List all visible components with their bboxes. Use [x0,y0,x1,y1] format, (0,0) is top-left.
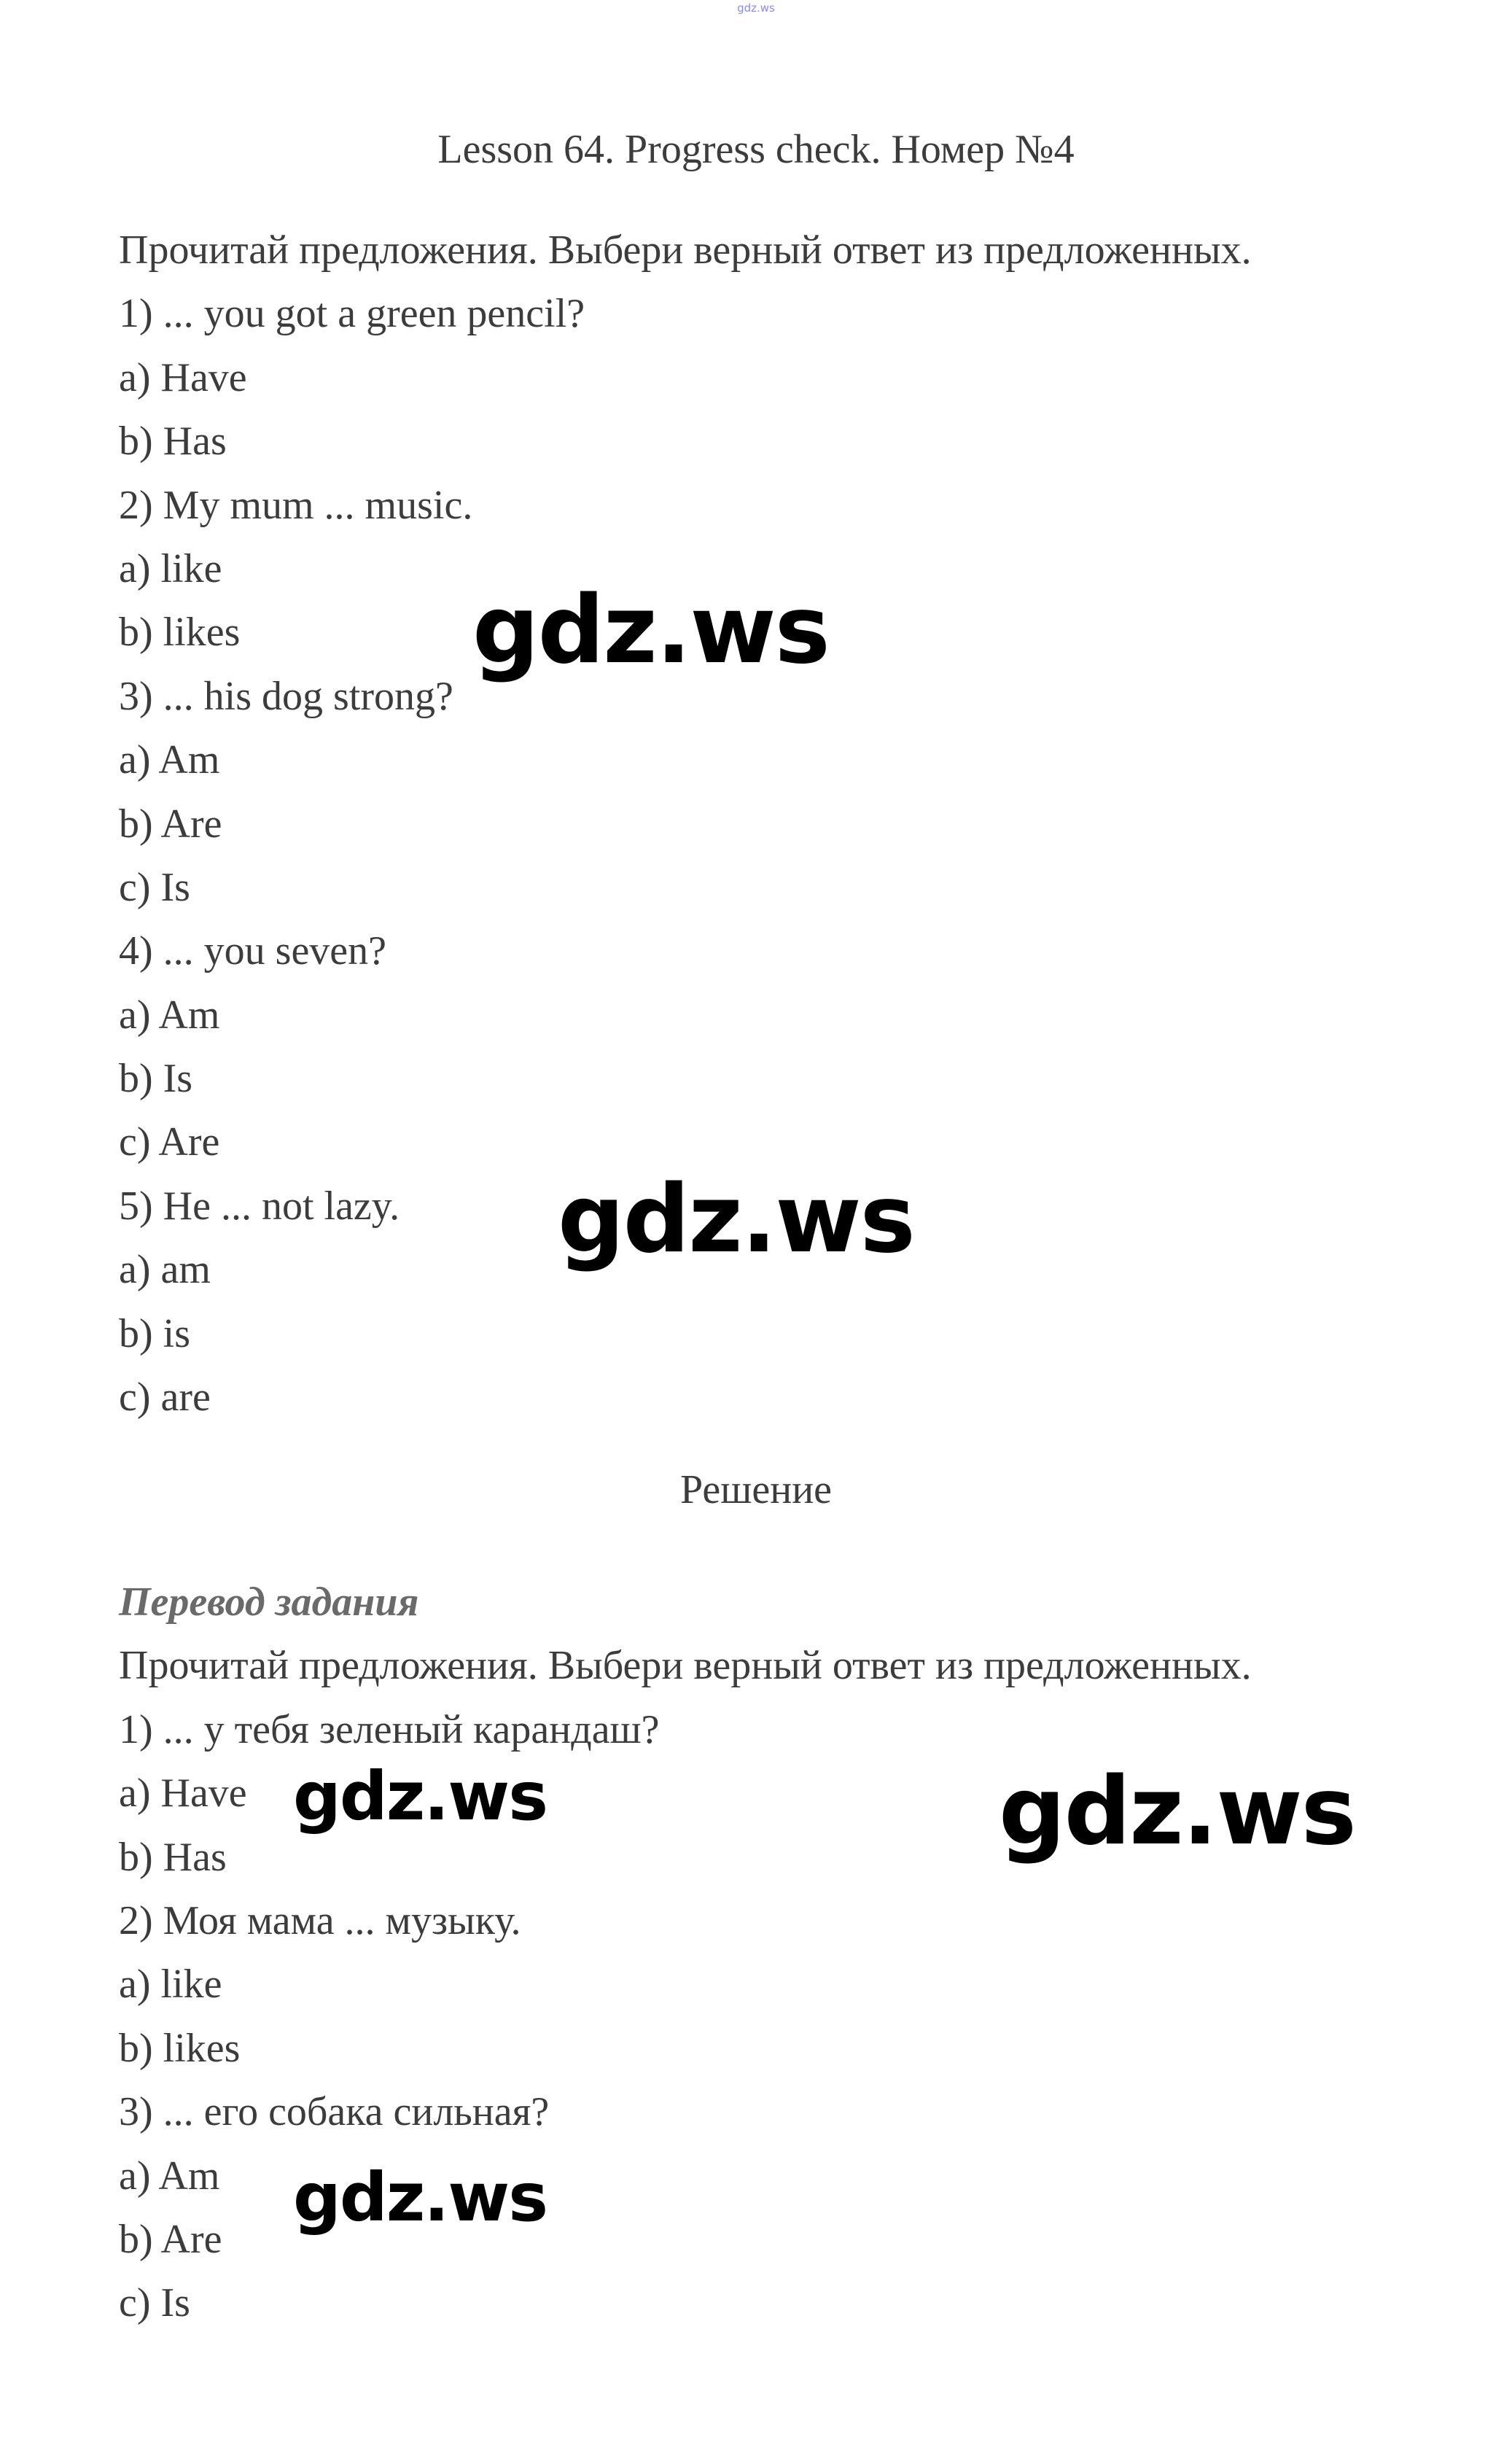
solution-subheading: Перевод задания [119,1579,419,1625]
watermark: gdz.ws [293,2158,547,2236]
task-option: b) Is [119,1056,193,1102]
task-question-2: 2) My mum ... music. [119,482,473,528]
solution-option: b) Are [119,2216,222,2262]
watermark: gdz.ws [558,1165,914,1274]
task-option: b) Are [119,801,222,847]
solution-option: a) Am [119,2153,220,2199]
task-option: c) are [119,1375,211,1421]
task-option: b) likes [119,610,241,656]
solution-option: c) Is [119,2280,190,2326]
solution-instruction: Прочитай предложения. Выбери верный ответ из предложенных. [119,1643,1252,1689]
task-option: c) Are [119,1119,220,1165]
solution-question-3: 3) ... его собака сильная? [119,2089,550,2135]
solution-option: a) like [119,1962,222,2008]
solution-question-1: 1) ... у тебя зеленый карандаш? [119,1706,660,1752]
watermark: gdz.ws [293,1757,547,1835]
task-question-1: 1) ... you got a green pencil? [119,291,585,337]
task-question-4: 4) ... you seven? [119,928,387,974]
watermark: gdz.ws [999,1757,1355,1866]
task-option: b) Has [119,419,227,465]
task-question-5: 5) He ... not lazy. [119,1183,400,1229]
watermark: gdz.ws [472,576,829,685]
solution-question-2: 2) Моя мама ... музыку. [119,1897,521,1943]
task-option: a) Am [119,737,220,783]
task-question-3: 3) ... his dog strong? [119,673,453,719]
page-title: Lesson 64. Progress check. Номер №4 [437,127,1075,172]
solution-option: b) Has [119,1834,227,1880]
task-option: a) like [119,545,222,591]
solution-option: b) likes [119,2025,241,2071]
task-option: c) Is [119,864,190,910]
solution-heading: Решение [679,1467,833,1512]
task-option: a) Am [119,992,220,1038]
header-watermark: gdz.ws [737,1,775,15]
task-option: a) am [119,1247,211,1293]
task-option: b) is [119,1310,190,1356]
task-option: a) Have [119,354,247,400]
task-instruction: Прочитай предложения. Выбери верный ответ из предложенных. [119,228,1252,273]
solution-option: a) Have [119,1771,247,1816]
